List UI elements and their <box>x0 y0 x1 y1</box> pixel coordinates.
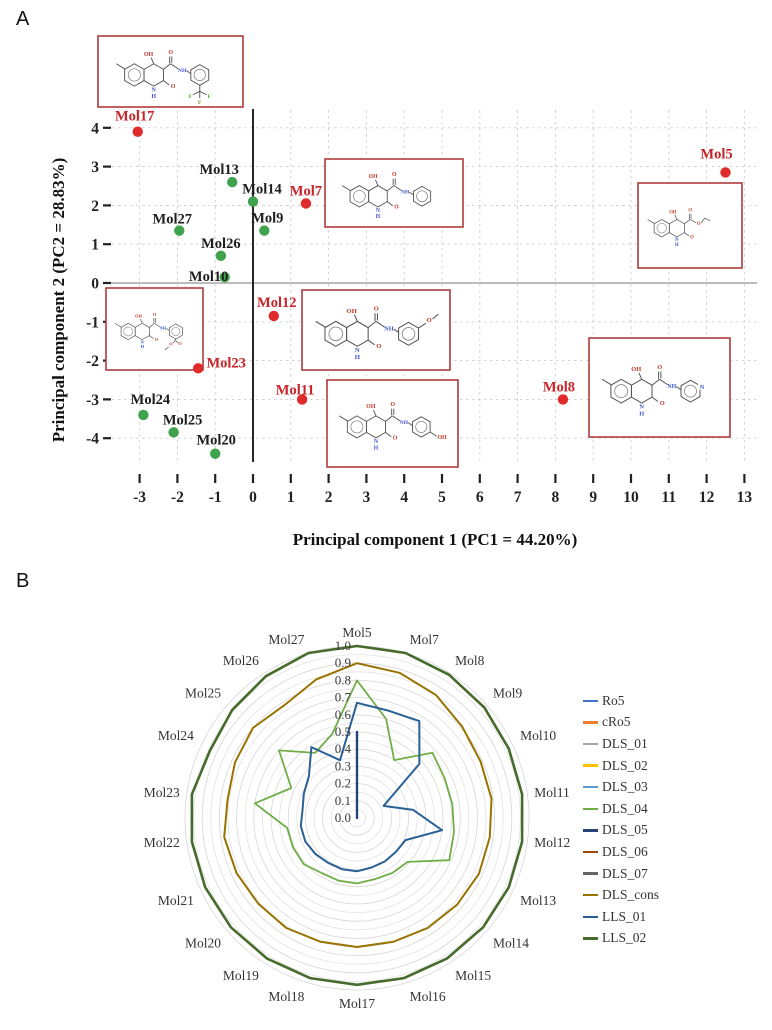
atom-label: H <box>375 214 381 221</box>
panel-a-label: A <box>16 8 30 30</box>
x-tick-label: 2 <box>324 489 333 506</box>
x-tick-label: 13 <box>736 489 753 506</box>
radial-tick-label: 0.7 <box>334 689 351 705</box>
legend-swatch-DLS_03 <box>583 786 598 788</box>
legend-label-DLS_07: DLS_07 <box>602 865 648 881</box>
structure-inset-box-phenyl <box>325 159 463 227</box>
legend-item-DLS_01 <box>583 733 743 755</box>
scatter-point-label-Mol9: Mol9 <box>251 210 284 227</box>
structure-inset-box-methyl-ester-phenyl <box>106 288 203 370</box>
atom-label: O <box>696 222 701 228</box>
x-tick-label: 5 <box>438 489 446 506</box>
legend-swatch-DLS_02 <box>583 764 598 766</box>
structure-inset-box-methoxy-phenyl <box>302 290 450 370</box>
x-tick-label: 11 <box>661 489 677 506</box>
atom-label: O <box>373 305 379 313</box>
atom-label: H <box>675 243 679 249</box>
y-axis-title: Principal component 2 (PC2 = 28.83%) <box>49 157 68 443</box>
x-axis-title: Principal component 1 (PC1 = 44.20%) <box>292 530 578 549</box>
scatter-point-Mol23 <box>193 363 203 373</box>
legend-item-DLS_07 <box>583 863 743 885</box>
atom-label: OH <box>631 366 642 374</box>
radial-tick-label: 0.9 <box>334 655 351 671</box>
scatter-point-Mol20 <box>210 449 220 459</box>
atom-label: OH <box>135 313 142 319</box>
radial-tick-label: 0.8 <box>334 672 351 688</box>
radar-legend <box>583 690 743 949</box>
atom-label: N <box>140 339 144 345</box>
legend-label-Ro5: Ro5 <box>602 692 625 708</box>
legend-label-DLS_05: DLS_05 <box>602 822 648 838</box>
legend-label-DLS_cons: DLS_cons <box>602 887 659 903</box>
x-tick-label: -3 <box>133 489 147 506</box>
radar-category-label-Mol18: Mol18 <box>268 988 305 1004</box>
scatter-point-Mol24 <box>138 410 148 420</box>
scatter-point-label-Mol12: Mol12 <box>257 294 297 311</box>
legend-item-DLS_05 <box>583 820 743 842</box>
scatter-point-Mol12 <box>269 311 279 321</box>
scatter-point-Mol9 <box>259 225 269 235</box>
atom-label: O <box>394 204 399 211</box>
radar-category-label-Mol14: Mol14 <box>493 935 530 951</box>
radar-category-label-Mol20: Mol20 <box>184 935 221 951</box>
atom-label: O <box>390 402 396 409</box>
x-tick-label: -2 <box>170 489 184 506</box>
x-tick-label: 8 <box>551 489 560 506</box>
legend-item-DLS_04 <box>583 798 743 820</box>
atom-label: O <box>169 341 173 347</box>
atom-label: O <box>690 235 694 241</box>
legend-label-cRo5: cRo5 <box>602 714 631 730</box>
atom-label: O <box>688 208 693 214</box>
legend-swatch-DLS_01 <box>583 743 598 745</box>
panel-b-label: B <box>16 570 30 592</box>
scatter-point-label-Mol10: Mol10 <box>188 269 229 286</box>
y-tick-label: -4 <box>86 430 99 448</box>
atom-label: O <box>657 363 663 371</box>
radial-tick-label: 0.3 <box>334 758 351 774</box>
legend-item-DLS_06 <box>583 841 743 863</box>
x-tick-label: -1 <box>208 489 222 506</box>
radar-category-label-Mol16: Mol16 <box>409 988 446 1004</box>
pca-scatter-chart <box>49 36 757 549</box>
radar-category-label-Mol9: Mol9 <box>493 685 523 701</box>
legend-swatch-DLS_04 <box>583 808 598 810</box>
radial-tick-label: 0.2 <box>334 775 351 791</box>
radar-category-label-Mol7: Mol7 <box>409 632 439 648</box>
atom-label: O <box>426 316 432 324</box>
radial-tick-label: 1.0 <box>334 638 351 653</box>
radar-category-label-Mol10: Mol10 <box>520 727 557 743</box>
atom-label: NH <box>401 189 410 196</box>
atom-label: O <box>168 49 174 56</box>
scatter-point-label-Mol24: Mol24 <box>130 391 171 408</box>
x-tick-label: 0 <box>249 489 257 506</box>
atom-label: NH <box>384 325 394 333</box>
scatter-point-label-Mol23: Mol23 <box>206 355 246 372</box>
y-tick-label: 3 <box>91 159 99 177</box>
atom-label: O <box>376 343 382 351</box>
atom-label: H <box>373 445 379 452</box>
legend-label-DLS_06: DLS_06 <box>602 843 648 859</box>
atom-label: N <box>354 347 360 355</box>
scatter-point-label-Mol17: Mol17 <box>114 108 155 125</box>
scatter-point-label-Mol8: Mol8 <box>542 379 576 396</box>
atom-label: O <box>391 172 397 179</box>
radar-category-label-Mol17: Mol17 <box>338 996 376 1011</box>
legend-swatch-DLS_07 <box>583 872 598 874</box>
x-tick-label: 12 <box>698 489 715 506</box>
atom-label: OH <box>366 404 376 411</box>
radar-category-label-Mol22: Mol22 <box>143 835 180 851</box>
y-tick-label: 0 <box>91 275 99 293</box>
atom-label: NH <box>177 67 187 74</box>
atom-label: N <box>151 87 156 94</box>
legend-item-LLS_02 <box>583 928 743 950</box>
scatter-point-label-Mol7: Mol7 <box>289 183 323 200</box>
atom-label: N <box>375 207 381 214</box>
atom-label: O <box>152 312 157 318</box>
radar-category-label-Mol5: Mol5 <box>342 625 372 640</box>
scatter-point-Mol8 <box>558 394 568 404</box>
y-tick-label: 2 <box>91 197 99 215</box>
atom-label: NH <box>399 419 409 426</box>
radar-category-label-Mol27: Mol27 <box>268 632 305 648</box>
radial-tick-label: 0.5 <box>334 724 351 739</box>
legend-swatch-DLS_06 <box>583 851 598 853</box>
y-tick-label: 1 <box>91 236 99 254</box>
y-tick-label: -1 <box>86 314 99 332</box>
scatter-point-label-Mol26: Mol26 <box>201 235 241 252</box>
structure-inset-box-hydroxy-phenyl <box>327 380 458 467</box>
structure-inset-box-ethyl-ester <box>638 183 742 268</box>
x-tick-label: 10 <box>623 489 639 506</box>
legend-item-DLS_02 <box>583 755 743 777</box>
scatter-point-Mol13 <box>227 177 237 187</box>
atom-label: OH <box>437 435 447 442</box>
x-tick-label: 6 <box>475 489 484 506</box>
x-tick-label: 9 <box>589 489 598 506</box>
atom-label: O <box>392 435 398 442</box>
atom-label: O <box>178 340 182 346</box>
scatter-point-label-Mol14: Mol14 <box>242 181 282 198</box>
scatter-point-Mol25 <box>168 427 178 437</box>
scatter-point-Mol7 <box>301 198 311 208</box>
legend-item-LLS_01 <box>583 906 743 928</box>
atom-label: N <box>675 237 679 243</box>
radar-radial-ticks <box>335 638 352 825</box>
radar-category-label-Mol19: Mol19 <box>222 968 259 984</box>
legend-swatch-DLS_05 <box>583 829 598 831</box>
scatter-point-label-Mol11: Mol11 <box>275 382 315 399</box>
legend-item-DLS_cons <box>583 884 743 906</box>
x-tick-label: 3 <box>362 489 371 506</box>
atom-label: NH <box>159 325 167 331</box>
atom-label: O <box>154 336 159 342</box>
atom-label: OH <box>143 52 154 59</box>
structure-inset-box-pyridine <box>589 338 730 437</box>
scatter-point-label-Mol20: Mol20 <box>196 432 236 449</box>
atom-label: H <box>140 344 144 350</box>
atom-label: O <box>659 399 665 407</box>
atom-label: F <box>198 99 202 106</box>
atom-label: NH <box>667 383 677 390</box>
scatter-point-label-Mol27: Mol27 <box>152 211 193 228</box>
radial-tick-label: 0.4 <box>334 741 351 757</box>
legend-item-DLS_03 <box>583 776 743 798</box>
atom-label: N <box>639 403 645 411</box>
legend-label-DLS_04: DLS_04 <box>602 800 648 816</box>
legend-swatch-LLS_01 <box>583 916 598 918</box>
legend-label-DLS_03: DLS_03 <box>602 779 648 795</box>
radar-category-label-Mol26: Mol26 <box>222 652 259 668</box>
legend-label-LLS_02: LLS_02 <box>602 930 647 946</box>
legend-label-LLS_01: LLS_01 <box>602 908 647 924</box>
y-tick-label: -3 <box>86 391 99 409</box>
atom-label: OH <box>346 307 357 315</box>
scatter-point-Mol14 <box>248 196 258 206</box>
y-tick-label: -2 <box>86 353 99 371</box>
radar-category-label-Mol15: Mol15 <box>455 968 492 984</box>
legend-swatch-cRo5 <box>583 721 598 723</box>
radar-category-label-Mol12: Mol12 <box>534 835 571 851</box>
atom-label: N <box>699 383 705 391</box>
radar-category-label-Mol25: Mol25 <box>184 685 221 701</box>
legend-label-DLS_02: DLS_02 <box>602 757 648 773</box>
legend-label-DLS_01: DLS_01 <box>602 735 648 751</box>
radar-category-label-Mol24: Mol24 <box>157 727 194 743</box>
atom-label: N <box>373 438 379 445</box>
y-tick-label: 4 <box>91 120 99 138</box>
scatter-point-Mol26 <box>216 251 226 261</box>
radar-chart <box>144 625 570 1011</box>
scatter-point-label-Mol5: Mol5 <box>700 146 733 163</box>
radar-category-label-Mol21: Mol21 <box>157 893 194 909</box>
radial-tick-label: 0.0 <box>334 810 351 825</box>
scatter-point-label-Mol25: Mol25 <box>162 412 203 429</box>
atom-label: H <box>639 410 645 418</box>
atom-label: F <box>188 93 193 100</box>
atom-label: OH <box>368 174 378 181</box>
radar-category-label-Mol11: Mol11 <box>534 784 570 800</box>
legend-swatch-LLS_02 <box>583 937 598 939</box>
radial-tick-label: 0.1 <box>334 792 351 808</box>
legend-item-cRo5 <box>583 712 743 734</box>
radar-category-label-Mol8: Mol8 <box>455 652 485 668</box>
legend-swatch-DLS_cons <box>583 894 598 896</box>
atom-label: F <box>207 93 211 100</box>
scatter-point-Mol5 <box>720 167 730 177</box>
atom-label: O <box>170 83 176 90</box>
x-tick-label: 4 <box>400 489 409 506</box>
scatter-point-Mol17 <box>133 126 143 136</box>
scatter-point-label-Mol13: Mol13 <box>199 162 239 179</box>
radar-category-label-Mol13: Mol13 <box>520 893 557 909</box>
x-tick-label: 7 <box>513 489 522 506</box>
atom-label: OH <box>669 210 677 216</box>
structure-inset-box-cf3-phenyl <box>98 36 243 107</box>
atom-label: H <box>354 354 360 362</box>
x-tick-label: 1 <box>286 489 295 506</box>
radial-tick-label: 0.6 <box>334 706 351 722</box>
legend-swatch-Ro5 <box>583 700 598 702</box>
radar-category-label-Mol23: Mol23 <box>143 784 180 800</box>
legend-item-Ro5 <box>583 690 743 712</box>
atom-label: H <box>151 93 157 100</box>
